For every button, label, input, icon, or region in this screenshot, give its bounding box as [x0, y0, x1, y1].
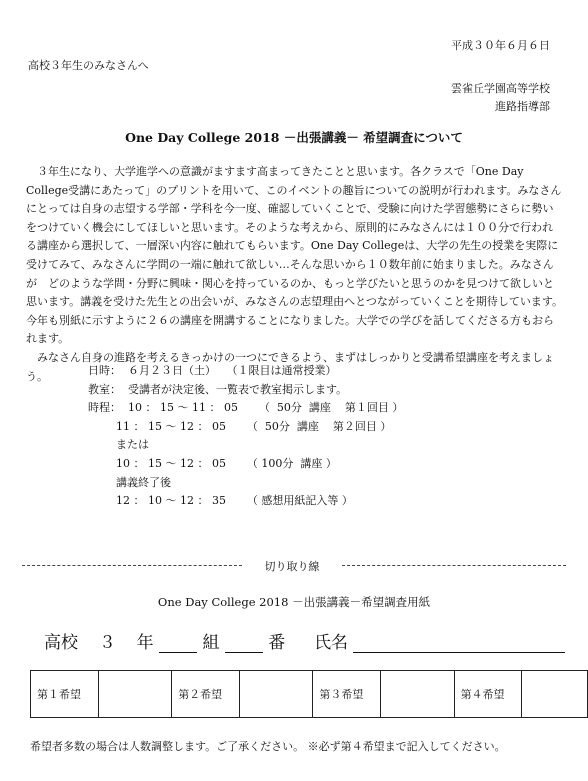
preference-table [30, 670, 588, 718]
choice-2-field[interactable] [239, 671, 312, 718]
time-line-4: 12 ： 10 ～ 12 ： 35 （ 感想用紙記入等 ） [88, 494, 353, 508]
choice-3-field[interactable] [381, 671, 454, 718]
class-field[interactable] [159, 630, 197, 653]
schedule-details [88, 362, 403, 511]
department-name: 進路指導部 [495, 100, 550, 113]
choice-1-label: 第１希望 [31, 671, 99, 718]
body-text [26, 163, 564, 386]
class-label: 組 [202, 633, 220, 653]
cut-line [22, 558, 566, 572]
time-line-3: 10 ： 15 ～ 12 ： 05 （ 100分 講座 ） [88, 456, 337, 470]
body-paragraph-1: ３年生になり、大学進学への意識がますます高まってきたことと思います。各クラスで「One Day College受講にあたって」のプリントを用いて、このイベントの趣旨についての説明が行われます。みなさんにとっては自身の志望する学部・学科を今一度、確認していくことで、受験に向けた学習態勢にさらに勢いをつけていく機会にしてほしいと思います。そのような考えから、原則的にみなさんには１００分で行われる講座から選択して、一層深い内容に触れてもらいます。One Day Collegeは、大学の先生の授業を実際に受けてみて、みなさんに学問の一端に触れて欲しい…そんな思いから１０数年前に始まりました。みなさんが どのような学問・分野に興味・関心を持っているのか、もっと学びたいと思うのかを見つけて欲しいと思います。講義を受けた先生との出会いが、みなさんの志望理由へとつながっていくことを期待しています。今年も別紙に示すように２６の講座を開講することになりました。大学での学びを話してくださる方もおられます。 [26, 165, 564, 346]
cut-line-left [22, 565, 242, 566]
body-paragraph-2: みなさん自身の進路を考えるきっかけの一つにできるよう、まずはしっかりと受講希望講座を考えましょう。 [26, 350, 554, 383]
choice-1-field[interactable] [98, 671, 171, 718]
document-date: 平成３０年６月６日 [451, 39, 550, 52]
choice-2-label: 第２希望 [172, 671, 240, 718]
choice-4-label: 第４希望 [454, 671, 522, 718]
cut-line-label: 切り取り線 [264, 560, 320, 573]
or-label: または [88, 438, 149, 452]
name-field[interactable] [353, 630, 565, 653]
form-title: One Day College 2018 －出張講義－希望調査用紙 [157, 595, 431, 609]
choice-4-field[interactable] [522, 671, 588, 718]
footer-note: 希望者多数の場合は人数調整します。ご了承ください。 ※必ず第４希望まで記入してください。 [30, 740, 506, 753]
number-field[interactable] [225, 630, 263, 653]
grade-label: 年 [136, 633, 154, 653]
name-label: 氏名 [314, 633, 349, 653]
addressee: 高校３年生のみなさんへ [28, 59, 149, 72]
choice-3-label: 第３希望 [313, 671, 381, 718]
school-name: 雲雀丘学園高等学校 [451, 82, 550, 95]
date-line: 日時： ６月２３日（土） （１限目は通常授業） [88, 364, 337, 377]
document-title: One Day College 2018 －出張講義－ 希望調査について [125, 130, 463, 145]
time-line-1: 時程： 10 ： 15 ～ 11 ： 05 （ 50分 講座 第１回目 ） [88, 401, 404, 415]
room-line: 教室： 受講者が決定後、一覧表で教室掲示します。 [88, 382, 348, 396]
grade-value: ３ [98, 633, 116, 653]
cut-line-right [342, 565, 566, 566]
issuer-block [451, 80, 550, 116]
after-label: 講義終了後 [88, 475, 171, 489]
number-label: 番 [268, 633, 286, 653]
time-line-2: 11 ： 15 ～ 12 ： 05 （ 50分 講座 第２回目 ） [88, 419, 392, 433]
student-info-line [44, 628, 565, 654]
school-label: 高校 [44, 633, 78, 653]
